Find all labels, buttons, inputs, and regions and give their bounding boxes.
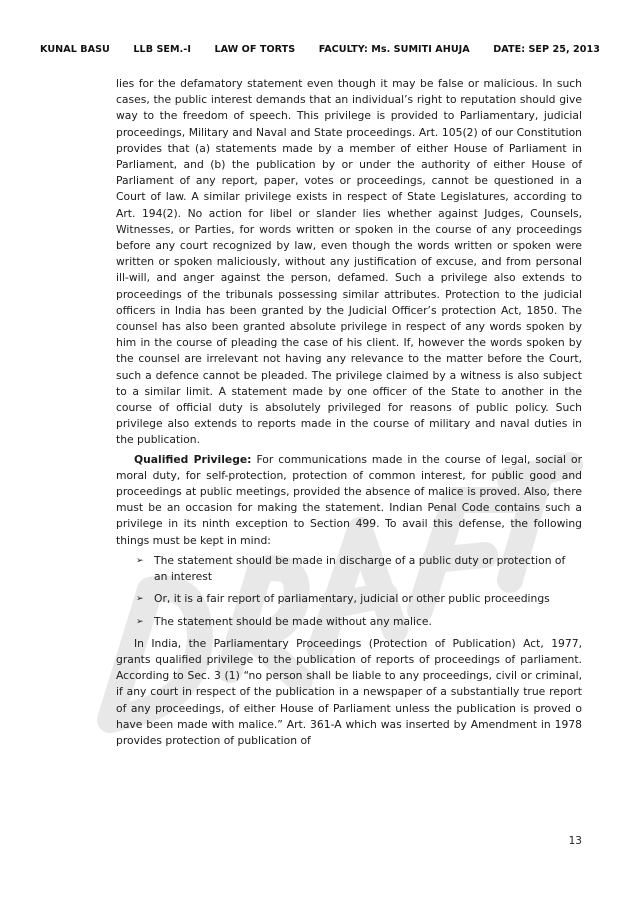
list-item-text: The statement should be made in discharge of a public duty or protection of an interest bbox=[154, 553, 566, 584]
arrow-bullet-icon: ➢ bbox=[136, 594, 144, 605]
header-subject: LAW OF TORTS bbox=[214, 44, 296, 55]
body-paragraph-qualified bbox=[116, 452, 582, 549]
page-number: 13 bbox=[568, 835, 582, 847]
header-date: DATE: SEP 25, 2013 bbox=[493, 44, 600, 55]
body-paragraph-1: lies for the defamatory statement even though it may be false or malicious. In such cases, the public interest demands that an individual’s right to reputation should give way to the freedom of speech. This privilege is provided to Parliamentary, judicial proceedings, Military and Naval and State proceedings. Art. 105(2) of our Constitution provides that (a) statements made by a member of either House of Parliament in Parliament, and (b) the publication by or under the authority of either House of Parliament of any report, paper, votes or proceedings, cannot be questioned in a Court of law. A similar privilege exists in respect of State Legislatures, according to Art. 194(2). No action for libel or slander lies whether against Judges, Counsels, Witnesses, or Parties, for words written or spoken in the course of any proceedings before any court recognized by law, even though the words written or spoken were written or spoken maliciously, without any justification of excuse, and from personal ill-will, and anger against the person, defamed. Such a privilege also extends to proceedings of the tribunals possessing similar attributes. Protection to the judicial officers in India has been granted by the Judicial Officer’s protection Act, 1850. The counsel has also been granted absolute privilege in respect of any words spoken by him in the course of pleading the case of his client. If, however the words spoken by the counsel are irrelevant not having any relevance to the matter before the Court, such a defence cannot be pleaded. The privilege claimed by a witness is also subject to a similar limit. A statement made by one officer of the State to another in the course of official duty is absolutely privileged for reasons of public policy. Such privilege also extends to reports made in the course of military and naval duties in the publication. bbox=[116, 77, 582, 447]
arrow-bullet-icon: ➢ bbox=[136, 616, 144, 627]
header-faculty: FACULTY: Ms. SUMITI AHUJA bbox=[318, 44, 470, 55]
header-course: LLB SEM.-I bbox=[133, 44, 191, 55]
qualified-privilege-text: For communications made in the course of legal, social or moral duty, for self-protection, protection of common interest, for public good and proceedings at public meetings, provided the absence of malice is proved. Also, there must be an occasion for making the statement. Indian Penal Code contains such a privilege in its ninth exception to Section 499. To avail this defense, the following things must be kept in mind: bbox=[116, 452, 582, 547]
list-item bbox=[116, 591, 582, 607]
arrow-bullet-icon: ➢ bbox=[136, 555, 144, 566]
body-paragraph-3: In India, the Parliamentary Proceedings (Protection of Publication) Act, 1977, grants qualified privilege to the publication of reports of proceedings of parliament. According to Sec. 3 (1) “no person shall be liable to any proceedings, civil or criminal, if any court in respect of the publication in a newspaper of a substantially true report of any proceedings, of either House of Parliament unless the publication is proved o have been made with malice.” Art. 361-A which was inserted by Amendment in 1978 provides protection of publication of bbox=[116, 636, 582, 747]
list-item bbox=[116, 614, 582, 630]
page-header bbox=[40, 44, 600, 55]
conditions-list bbox=[116, 553, 582, 630]
list-item-text: Or, it is a fair report of parliamentary, judicial or other public proceedings bbox=[154, 592, 550, 606]
list-item-text: The statement should be made without any malice. bbox=[154, 614, 432, 628]
qualified-privilege-heading: Qualified Privilege: bbox=[134, 452, 252, 466]
document-body bbox=[116, 76, 582, 752]
header-author: KUNAL BASU bbox=[40, 44, 110, 55]
list-item bbox=[116, 553, 582, 585]
